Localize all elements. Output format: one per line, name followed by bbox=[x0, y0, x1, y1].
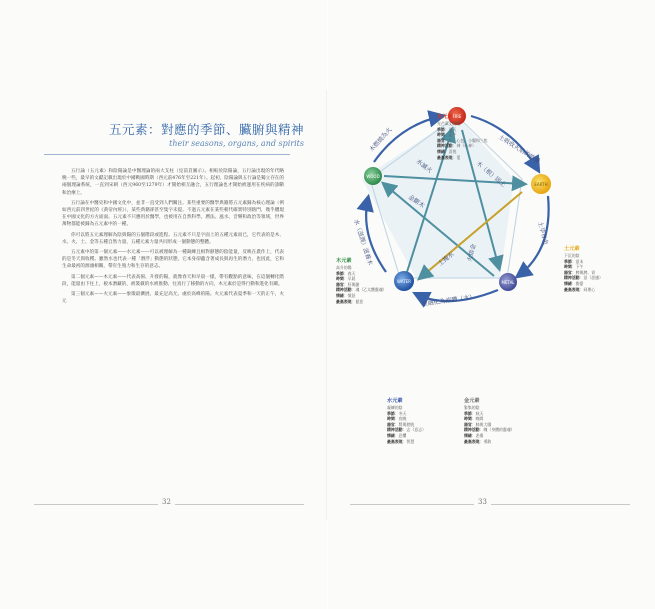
earth-desc: 下沉的陰 bbox=[564, 253, 580, 258]
label-water-fire: 水滅火 bbox=[414, 158, 434, 175]
fire-title: 火元素 bbox=[437, 114, 453, 120]
metal-desc: 緊集的陰 bbox=[464, 405, 480, 410]
wood-node bbox=[364, 167, 382, 185]
label-metal-water: 金融化為液體（水） bbox=[421, 293, 476, 308]
earth-info: 土元素 下沉的陰 季節：夏末 時間：下午 器官：脾與脾、胃 精神活動：意（思慮） 情緒：擔憂 最高表現：同理心 bbox=[564, 246, 603, 292]
page-number: 32 bbox=[158, 498, 175, 506]
water-title: 水元素 bbox=[387, 398, 403, 404]
fire-desc: 光芒萬丈的陽 bbox=[437, 121, 461, 126]
wood-title: 木元素 bbox=[336, 258, 352, 264]
label-fire-earth: 土吸收火焰的能量 bbox=[496, 133, 542, 166]
paragraph: 五行論在中醫史和中國文化中，並非一直受到人們關注。某些重要的醫學典籍將五元素歸為核心理論（例如西元前四世紀的《黃帝內經》），某些典籍卻甚至隻字未提。不過五元素在某些朝代確實特別熱門，幾乎體現在中國文化的方方面面。五元素不只應用於醫學，也被用在自然科學、曆法、風水、音樂和政治等領域，世界萬物都能被歸為五元素中的一種。 bbox=[62, 200, 284, 228]
label-fire-metal: 火熔金 bbox=[466, 243, 478, 263]
paragraph: 你可以將五元素理解為陰與陽的五個階段或進程。五元素不只是字面上的五種元素而已，它代表的是木、水、火、土、金等五種自然力量，五種元素力量共同形成一個動態的整體。 bbox=[62, 232, 284, 245]
body-text bbox=[62, 168, 284, 308]
page-title: 五元素：對應的季節、臟腑與精神 bbox=[108, 122, 304, 137]
title-rule bbox=[44, 154, 290, 155]
page-number: 33 bbox=[474, 498, 491, 506]
metal-title: 金元素 bbox=[464, 398, 480, 404]
label-metal-wood: 金斷木 bbox=[406, 193, 426, 210]
water-node-label: WATER bbox=[397, 279, 411, 284]
wood-info: 木元素 高升的陽 季節：春天 時間：早晨 器官：肝與膽 精神活動：魂（乙太體靈魂） 情緒：憤怒 最高表現：慈悲 bbox=[336, 258, 387, 304]
label-earth-metal: 土孕育金 bbox=[536, 220, 550, 246]
water-desc: 凝練的陰 bbox=[387, 405, 403, 410]
fire-node-label: FIRE bbox=[452, 114, 462, 119]
metal-info: 金元素 緊集的陰 季節：秋天 時間：晚間 器官：肺與大腸 精神活動：魄（身體的靈魂） 情緒：悲傷 最高表現：勇敢 bbox=[464, 398, 515, 444]
water-node bbox=[394, 271, 414, 291]
wood-node-label: WOOD bbox=[366, 174, 380, 179]
earth-node bbox=[531, 174, 551, 194]
label-wood-earth: 木（根）固土 bbox=[474, 160, 507, 189]
metal-node-label: METAL bbox=[501, 280, 515, 285]
water-info: 水元素 凝練的陰 季節：冬天 時間：夜晚 器官：腎與膀胱 精神活動：志（意志） 情緒：恐懼 最高表現：智慧 bbox=[387, 398, 426, 444]
metal-node bbox=[499, 273, 517, 291]
label-wood-fire: 木燃燒為火 bbox=[368, 126, 394, 154]
paragraph: 五元素中的第一個元素——水元素——可以被理解為一種凝練且相對靜態的陰能量，反映在農作上，代表的是冬天與收穫。雖然水也代表一種「潛浮」動態的狀態，它本身卻蘊含著成長與再生的潛力，也因此，它和生命最初的源頭相關，帶有生殖力和生存的意志。 bbox=[62, 250, 284, 270]
paragraph: 第二個元素——木元素——代表高揚、升發的陽，就像春天和早晨一樣，帶有觀點的意味，在這個轉化階段，能量由下往上，板本潛藏的，被裝載的水被推動、往真行了移動的方向，木元素於是得行動和進化有關。 bbox=[62, 274, 284, 287]
page-subtitle: their seasons, organs, and spirits bbox=[169, 139, 304, 148]
label-earth-water: 土掩水 bbox=[436, 250, 456, 268]
label-water-wood: 水（滋潤）滋養木 bbox=[352, 218, 374, 267]
paragraph: 第三個元素——火元素——象徵最擴展、最充足高尤、處於高峰的陽。火元素代表夏季和一天的正午，火元 bbox=[62, 292, 284, 305]
left-page bbox=[0, 0, 327, 609]
five-elements-diagram bbox=[328, 100, 655, 520]
paragraph: 五行論（五元素）和陰陽論是中醫理論的兩大支柱（見前頁圖示）。相較於陰陽論，五行論出現的年代略晚一些，最早的文獻記載出現於中國戰國時期（西元前476年至221年）。起初，陰陽論與五行論是獨立存在的兩個理論系統，一直到宋朝（西元960至1279年）才開始相互融合，五行理論也才開始被運用在疾病的診斷和治療上。 bbox=[62, 169, 284, 196]
wood-desc: 高升的陽 bbox=[336, 265, 352, 270]
fire-info: 火元素 光芒萬丈的陽 季節：夏天 時間：正午 器官：心、心包、小腸和三焦 精神活動：神（心神） 情緒：喜悅 最高表現：愛 bbox=[437, 114, 488, 160]
earth-node-label: EARTH bbox=[534, 182, 548, 187]
earth-title: 土元素 bbox=[564, 246, 580, 252]
